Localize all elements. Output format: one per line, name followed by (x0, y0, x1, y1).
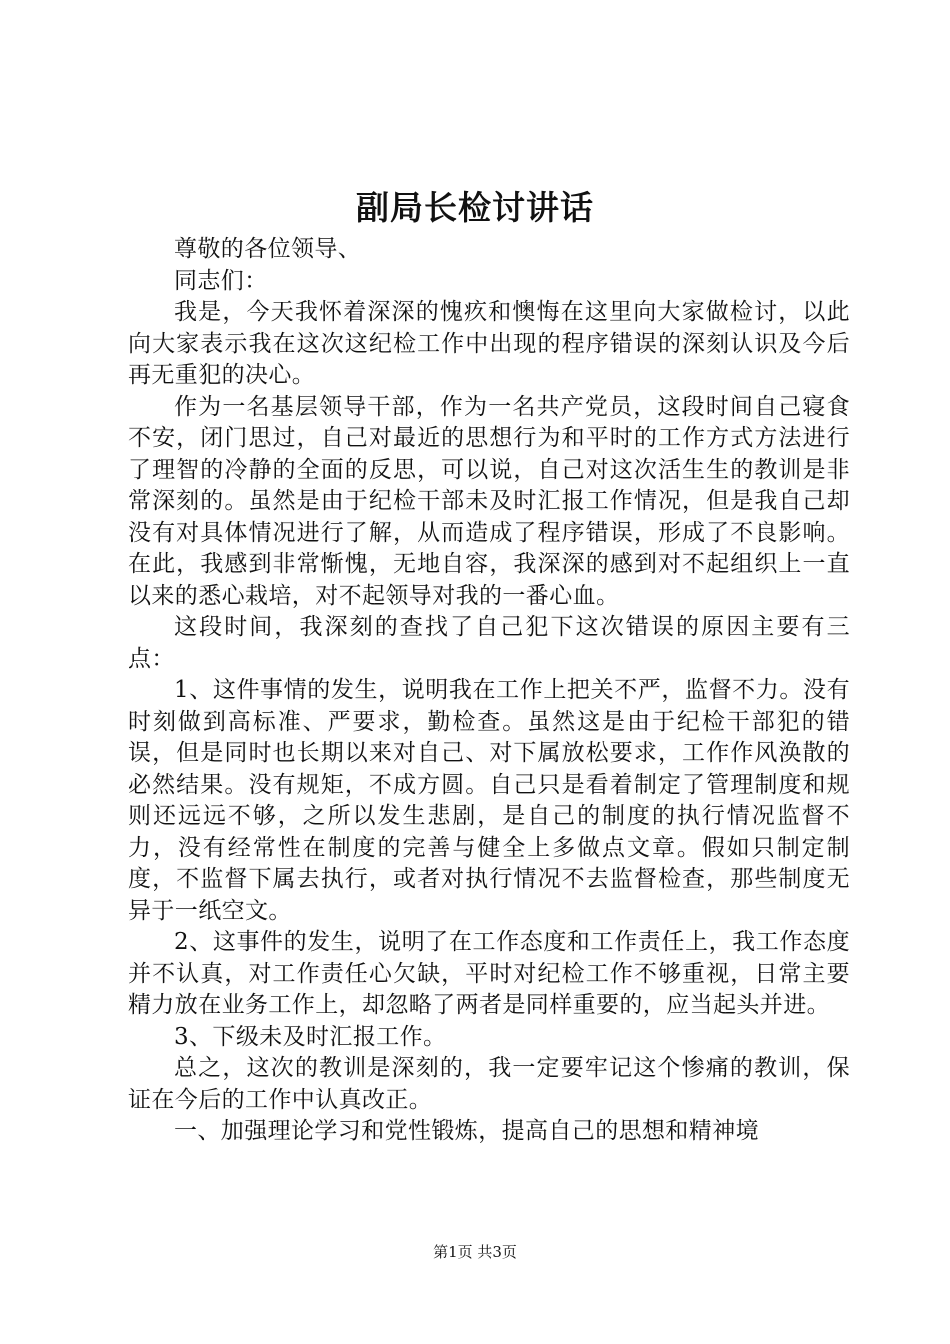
paragraph-cause-1: 1、这件事情的发生，说明我在工作上把关不严，监督不力。没有时刻做到高标准、严要求，勤检查。虽然这是由于纪检干部犯的错误，但是同时也长期以来对自己、对下属放松要求，工作作风涣散的必然结果。没有规矩，不成方圆。自己只是看着制定了管理制度和规则还远远不够，之所以发生悲剧，是自己的制度的执行情况监督不力，没有经常性在制度的完善与健全上多做点文章。假如只制定制度，不监督下属去执行，或者对执行情况不去监督检查，那些制度无异于一纸空文。 (128, 677, 850, 924)
document-body (128, 234, 850, 1148)
paragraph-cause-3: 3、下级未及时汇报工作。 (174, 1023, 447, 1050)
paragraph-cause-2: 2、这事件的发生，说明了在工作态度和工作责任上，我工作态度并不认真，对工作责任心欠缺，平时对纪检工作不够重视，日常主要精力放在业务工作上，却忽略了两者是同样重要的，应当起头并进。 (128, 929, 850, 1018)
page-footer: 第1页 共3页 (433, 1243, 517, 1261)
paragraph-summary: 总之，这次的教训是深刻的，我一定要牢记这个惨痛的教训，保证在今后的工作中认真改正。 (128, 1055, 850, 1113)
document-title: 副局长检讨讲话 (356, 188, 594, 227)
paragraph-salutation-2: 同志们： (174, 267, 268, 294)
paragraph-causes-intro: 这段时间，我深刻的查找了自己犯下这次错误的原因主要有三点： (128, 614, 850, 672)
paragraph-reflection: 作为一名基层领导干部，作为一名共产党员，这段时间自己寝食不安，闭门思过，自己对最近的思想行为和平时的工作方式方法进行了理智的冷静的全面的反思，可以说，自己对这次活生生的教训是非常深刻的。虽然是由于纪检干部未及时汇报工作情况，但是我自己却没有对具体情况进行了解，从而造成了程序错误，形成了不良影响。在此，我感到非常惭愧，无地自容，我深深的感到对不起组织上一直以来的悉心栽培，对不起领导对我的一番心血。 (128, 393, 850, 609)
paragraph-opening: 我是，今天我怀着深深的愧疚和懊悔在这里向大家做检讨，以此向大家表示我在这次这纪检工作中出现的程序错误的深刻认识及今后再无重犯的决心。 (128, 299, 850, 388)
paragraph-salutation-1: 尊敬的各位领导、 (174, 236, 362, 262)
paragraph-measure-1: 一、加强理论学习和党性锻炼，提高自己的思想和精神境 (174, 1118, 759, 1144)
